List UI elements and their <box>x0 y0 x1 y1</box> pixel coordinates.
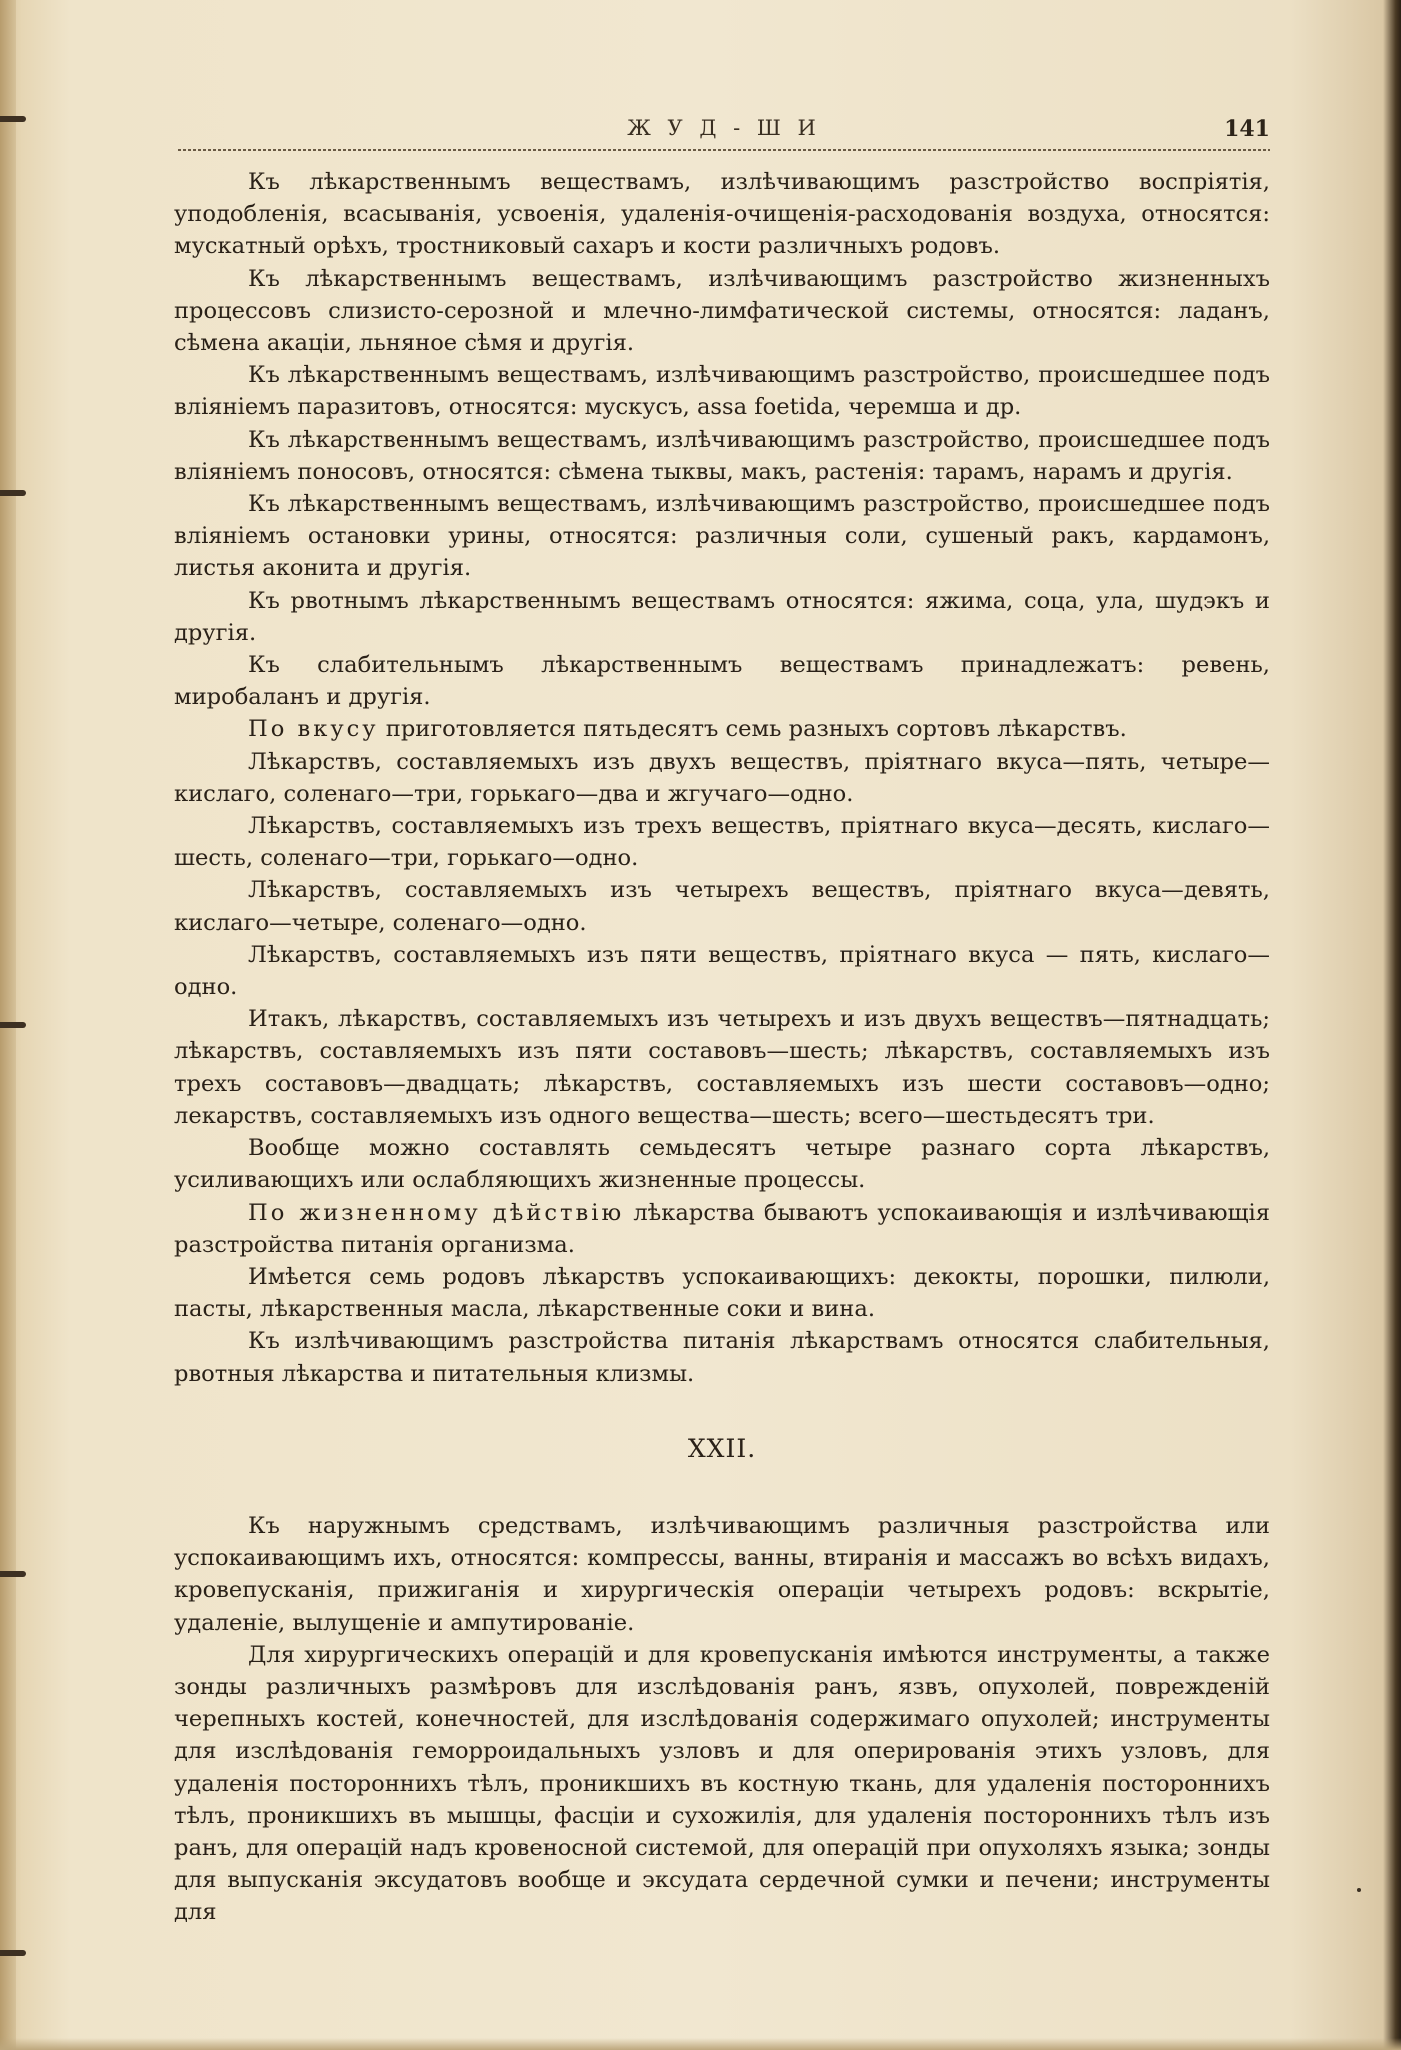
paragraph: Къ наружнымъ средствамъ, излѣчивающимъ различныя разстройства или успокаивающимъ ихъ, относятся: компрессы, ванны, втиранія и массажъ во всѣхъ видахъ, кровепусканія, прижиганія и хирургическія операціи четырехъ родовъ: вскрытіе, удаленіе, вылущеніе и ампутированіе. <box>174 1513 1270 1636</box>
paragraph-taste <box>174 713 1270 745</box>
paragraph: Къ лѣкарственнымъ веществамъ, излѣчивающимъ разстройство, происшедшее подъ вліяніемъ остановки урины, относятся: различныя соли, сушеный ракъ, кардамонъ, листья аконита и другія. <box>174 491 1270 582</box>
spaced-lead: По жизненному дѣйствію <box>248 1199 625 1226</box>
header-rule <box>178 149 1270 151</box>
page-edge-shadow <box>1383 0 1401 2050</box>
section-text <box>174 1510 1270 1929</box>
paragraph: Для хирургическихъ операцій и для кровепусканія имѣются инструменты, а также зонды различныхъ размѣровъ для изслѣдованія ранъ, язвъ, опухолей, поврежденій черепныхъ костей, конечностей, для изслѣдованія содержимаго опухолей; инструменты для изслѣдованія геморроидальныхъ узловъ и для оперированія этихъ узловъ, для удаленія постороннихъ тѣлъ, проникшихъ въ костную ткань, для удаленія постороннихъ тѣлъ, проникшихъ въ мышцы, фасціи и сухожилія, для удаленія постороннихъ тѣлъ изъ ранъ, для операцій надъ кровеносной системой, для операцій при опухоляхъ языка; зонды для выпусканія эксудатовъ вообще и эксудата сердечной сумки и печени; инструменты для <box>174 1641 1270 1926</box>
paragraph: Къ лѣкарственнымъ веществамъ, излѣчивающимъ разстройство жизненныхъ процессовъ слизисто-серозной и млечно-лимфатической системы, относятся: ладанъ, сѣмена акаціи, льняное сѣмя и другія. <box>174 265 1270 357</box>
paragraph: Къ лѣкарственнымъ веществамъ, излѣчивающимъ разстройство воспріятія, уподобленія, всасыванія, усвоенія, удаленія-очищенія-расходованія воздуха, относятся: мускатный орѣхъ, тростниковый сахаръ и кости различныхъ родовъ. <box>174 169 1270 260</box>
binding-thread-mark <box>0 116 26 122</box>
paragraph-rest: приготовляется пятьдесятъ семь разныхъ сортовъ лѣкарствъ. <box>378 716 1127 743</box>
page-number: 141 <box>1224 116 1270 142</box>
spaced-lead: По вкусу <box>248 716 379 743</box>
binding-thread-mark <box>0 1022 26 1028</box>
paragraph: Лѣкарствъ, составляемыхъ изъ трехъ веществъ, пріятнаго вкуса—десять, кислаго—шесть, соленаго—три, горькаго—одно. <box>174 813 1270 872</box>
paragraph: Къ лѣкарственнымъ веществамъ, излѣчивающимъ разстройство, происшедшее подъ вліяніемъ поносовъ, относятся: сѣмена тыквы, макъ, растенія: тарамъ, нарамъ и другія. <box>174 426 1270 485</box>
paragraph-vital-action <box>174 1197 1270 1261</box>
binding-thread-mark <box>0 1950 26 1956</box>
paragraph: Къ излѣчивающимъ разстройства питанія лѣкарствамъ относятся слабительныя, рвотныя лѣкарства и питательныя клизмы. <box>174 1328 1270 1387</box>
paragraph: Къ рвотнымъ лѣкарственнымъ веществамъ относятся: яжима, соца, ула, шудэкъ и другія. <box>174 587 1270 646</box>
paragraph: Лѣкарствъ, составляемыхъ изъ четырехъ веществъ, пріятнаго вкуса—девять, кислаго—четыре, соленаго—одно. <box>174 877 1270 936</box>
page-bottom-edge <box>0 2038 1401 2050</box>
ink-speck <box>1357 1888 1361 1892</box>
binding-thread-mark <box>0 1571 26 1577</box>
paragraph: Лѣкарствъ, составляемыхъ изъ двухъ веществъ, пріятнаго вкуса—пять, четыре—кислаго, соленаго—три, горькаго—два и жгучаго—одно. <box>174 748 1270 807</box>
paragraph: Лѣкарствъ, составляемыхъ изъ пяти веществъ, пріятнаго вкуса — пять, кислаго—одно. <box>174 941 1270 1001</box>
running-head: Ж У Д - Ш И <box>627 116 821 140</box>
paragraph: Имѣется семь родовъ лѣкарствъ успокаивающихъ: декокты, порошки, пилюли, пасты, лѣкарственныя масла, лѣкарственные соки и вина. <box>174 1263 1270 1323</box>
page-header <box>178 116 1270 146</box>
section-heading: XXII. <box>687 1434 757 1463</box>
paragraph: Къ слабительнымъ лѣкарственнымъ веществамъ принадлежатъ: ревень, миробаланъ и другія. <box>174 652 1270 711</box>
main-text <box>174 166 1270 1390</box>
paragraph: Итакъ, лѣкарствъ, составляемыхъ изъ четырехъ и изъ двухъ веществъ—пятнадцать; лѣкарствъ, составляемыхъ изъ пяти составовъ—шесть; лѣкарствъ, составляемыхъ изъ трехъ составовъ—двадцать; лѣкарствъ, составляемыхъ изъ шести составовъ—одно; лекарствъ, составляемыхъ изъ одного вещества—шесть; всего—шестьдесятъ три. <box>174 1006 1270 1129</box>
paragraph: Къ лѣкарственнымъ веществамъ, излѣчивающимъ разстройство, происшедшее подъ вліяніемъ паразитовъ, относятся: мускусъ, assa foetida, черемша и др. <box>174 362 1270 421</box>
paragraph: Вообще можно составлять семьдесятъ четыре разнаго сорта лѣкарствъ, усиливающихъ или ослабляющихъ жизненные процессы. <box>174 1135 1270 1194</box>
binding-thread-mark <box>0 490 26 496</box>
paragraph-rest: лѣкарства бываютъ успокаивающія и излѣчивающія разстройства питанія организма. <box>174 1199 1271 1258</box>
